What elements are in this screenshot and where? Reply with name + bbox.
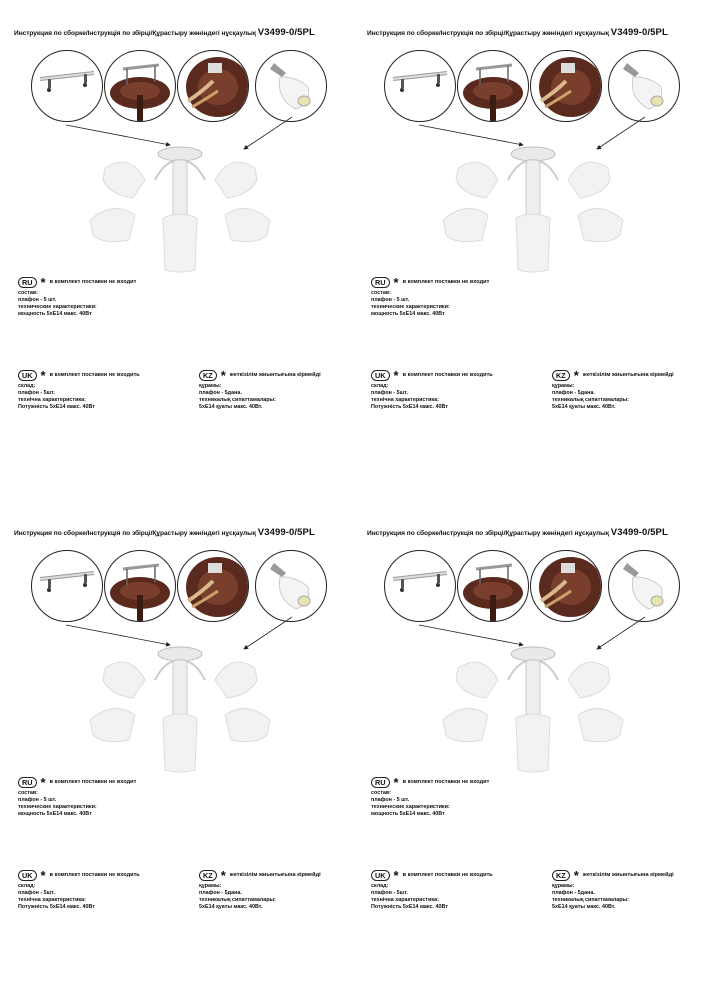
uk-badge: UK <box>18 870 37 881</box>
instruction-sheet-1 <box>0 0 353 500</box>
ru-line: состав: <box>18 790 38 796</box>
chandelier-illustration <box>85 140 275 275</box>
detail-mounting-bar <box>384 50 456 122</box>
uk-line: склад: <box>18 883 36 889</box>
uk-line: Потужність 5xE14 макс. 40Вт <box>371 904 448 911</box>
detail-canopy-mounting <box>457 50 529 122</box>
chandelier-illustration <box>438 640 628 775</box>
instruction-sheet-4 <box>353 500 706 1000</box>
kz-line: техникалық сипаттамалары: <box>199 397 276 404</box>
asterisk-not-included-icon: * <box>393 275 399 290</box>
kz-line: құрамы: <box>552 883 575 889</box>
kz-note: жеткізілім жиынтығына кірмейді <box>582 371 674 378</box>
uk-note: в комплект поставки не входить <box>49 371 140 378</box>
uk-line: технічна характеристика: <box>18 897 86 904</box>
uk-line: плафон - 5шт. <box>371 390 408 397</box>
ru-line: мощность 5xE14 макс. 40Вт <box>371 311 445 318</box>
model-number: V3499-0/5PL <box>257 527 315 538</box>
uk-badge: UK <box>18 370 37 381</box>
kz-section <box>199 870 321 911</box>
ru-line: технические характеристики: <box>18 304 97 311</box>
uk-line: Потужність 5xE14 макс. 40Вт <box>371 404 448 411</box>
uk-line: технічна характеристика: <box>371 897 439 904</box>
sheet-title <box>14 27 344 38</box>
detail-mounting-bar <box>31 550 103 622</box>
kz-badge: KZ <box>199 870 217 881</box>
asterisk-not-included-icon: * <box>573 368 579 383</box>
uk-line: склад: <box>371 883 389 889</box>
kz-line: 5xE14 қуаты макс. 40Вт. <box>199 404 263 411</box>
ru-section <box>371 777 489 818</box>
kz-line: плафон - 5дана. <box>552 390 595 397</box>
detail-wiring <box>530 50 602 122</box>
kz-section <box>199 370 321 411</box>
asterisk-not-included-icon: * <box>40 868 46 883</box>
kz-line: құрамы: <box>552 383 575 389</box>
title-prefix: Инструкция по сборке/Інструкція по збірці/Құрастыру жөніндегі нұсқаулық <box>14 530 258 537</box>
sheet-title <box>14 527 344 538</box>
detail-canopy-mounting <box>104 550 176 622</box>
kz-line: 5xE14 қуаты макс. 40Вт. <box>552 404 616 411</box>
ru-line: плафон - 5 шт. <box>371 297 410 304</box>
title-prefix: Инструкция по сборке/Інструкція по збірці/Құрастыру жөніндегі нұсқаулық <box>14 30 258 37</box>
asterisk-not-included-icon: * <box>220 868 226 883</box>
ru-note: в комплект поставки не входит <box>49 778 137 785</box>
detail-shade-bulb <box>255 50 327 122</box>
uk-section <box>371 370 493 411</box>
kz-line: плафон - 5дана. <box>199 890 242 897</box>
uk-section <box>371 870 493 911</box>
kz-line: техникалық сипаттамалары: <box>552 897 629 904</box>
ru-badge: RU <box>18 277 37 288</box>
ru-badge: RU <box>371 777 390 788</box>
ru-badge: RU <box>371 277 390 288</box>
ru-line: технические характеристики: <box>18 804 97 811</box>
uk-line: Потужність 5xE14 макс. 40Вт <box>18 904 95 911</box>
detail-mounting-bar <box>384 550 456 622</box>
detail-wiring <box>177 550 249 622</box>
ru-line: технические характеристики: <box>371 304 450 311</box>
kz-line: плафон - 5дана. <box>199 390 242 397</box>
kz-line: техникалық сипаттамалары: <box>552 397 629 404</box>
sheet-title <box>367 527 697 538</box>
uk-line: технічна характеристика: <box>18 397 86 404</box>
ru-line: мощность 5xE14 макс. 40Вт <box>371 811 445 818</box>
detail-canopy-mounting <box>457 550 529 622</box>
ru-line: состав: <box>18 290 38 296</box>
uk-badge: UK <box>371 870 390 881</box>
kz-badge: KZ <box>199 370 217 381</box>
detail-shade-bulb <box>608 550 680 622</box>
ru-section <box>18 277 136 318</box>
asterisk-not-included-icon: * <box>220 368 226 383</box>
uk-section <box>18 370 140 411</box>
ru-note: в комплект поставки не входит <box>402 778 490 785</box>
detail-mounting-bar <box>31 50 103 122</box>
uk-section <box>18 870 140 911</box>
ru-line: плафон - 5 шт. <box>18 297 57 304</box>
uk-line: плафон - 5шт. <box>18 890 55 897</box>
kz-section <box>552 370 674 411</box>
asterisk-not-included-icon: * <box>393 868 399 883</box>
kz-badge: KZ <box>552 370 570 381</box>
uk-line: склад: <box>371 383 389 389</box>
uk-line: склад: <box>18 383 36 389</box>
uk-line: технічна характеристика: <box>371 397 439 404</box>
kz-note: жеткізілім жиынтығына кірмейді <box>229 371 321 378</box>
detail-shade-bulb <box>608 50 680 122</box>
uk-note: в комплект поставки не входить <box>402 871 493 878</box>
detail-wiring <box>530 550 602 622</box>
chandelier-illustration <box>438 140 628 275</box>
kz-line: 5xE14 қуаты макс. 40Вт. <box>199 904 263 911</box>
kz-note: жеткізілім жиынтығына кірмейді <box>582 871 674 878</box>
ru-line: мощность 5xE14 макс. 40Вт <box>18 311 92 318</box>
uk-line: Потужність 5xE14 макс. 40Вт <box>18 404 95 411</box>
uk-badge: UK <box>371 370 390 381</box>
ru-line: мощность 5xE14 макс. 40Вт <box>18 811 92 818</box>
title-prefix: Инструкция по сборке/Інструкція по збірці/Құрастыру жөніндегі нұсқаулық <box>367 30 611 37</box>
model-number: V3499-0/5PL <box>610 527 668 538</box>
kz-section <box>552 870 674 911</box>
sheet-title <box>367 27 697 38</box>
asterisk-not-included-icon: * <box>393 775 399 790</box>
ru-section <box>371 277 489 318</box>
asterisk-not-included-icon: * <box>40 275 46 290</box>
kz-line: плафон - 5дана. <box>552 890 595 897</box>
kz-line: 5xE14 қуаты макс. 40Вт. <box>552 904 616 911</box>
ru-line: технические характеристики: <box>371 804 450 811</box>
uk-line: плафон - 5шт. <box>18 390 55 397</box>
ru-line: плафон - 5 шт. <box>18 797 57 804</box>
detail-canopy-mounting <box>104 50 176 122</box>
asterisk-not-included-icon: * <box>40 368 46 383</box>
kz-note: жеткізілім жиынтығына кірмейді <box>229 871 321 878</box>
kz-badge: KZ <box>552 870 570 881</box>
detail-shade-bulb <box>255 550 327 622</box>
ru-line: состав: <box>371 790 391 796</box>
uk-note: в комплект поставки не входить <box>49 871 140 878</box>
model-number: V3499-0/5PL <box>610 27 668 38</box>
ru-line: плафон - 5 шт. <box>371 797 410 804</box>
asterisk-not-included-icon: * <box>40 775 46 790</box>
kz-line: құрамы: <box>199 883 222 889</box>
kz-line: құрамы: <box>199 383 222 389</box>
ru-section <box>18 777 136 818</box>
uk-note: в комплект поставки не входить <box>402 371 493 378</box>
asterisk-not-included-icon: * <box>573 868 579 883</box>
ru-line: состав: <box>371 290 391 296</box>
asterisk-not-included-icon: * <box>393 368 399 383</box>
ru-badge: RU <box>18 777 37 788</box>
title-prefix: Инструкция по сборке/Інструкція по збірці/Құрастыру жөніндегі нұсқаулық <box>367 530 611 537</box>
uk-line: плафон - 5шт. <box>371 890 408 897</box>
detail-wiring <box>177 50 249 122</box>
ru-note: в комплект поставки не входит <box>49 278 137 285</box>
chandelier-illustration <box>85 640 275 775</box>
ru-note: в комплект поставки не входит <box>402 278 490 285</box>
instruction-sheet-2 <box>353 0 706 500</box>
kz-line: техникалық сипаттамалары: <box>199 897 276 904</box>
instruction-sheet-3 <box>0 500 353 1000</box>
model-number: V3499-0/5PL <box>257 27 315 38</box>
